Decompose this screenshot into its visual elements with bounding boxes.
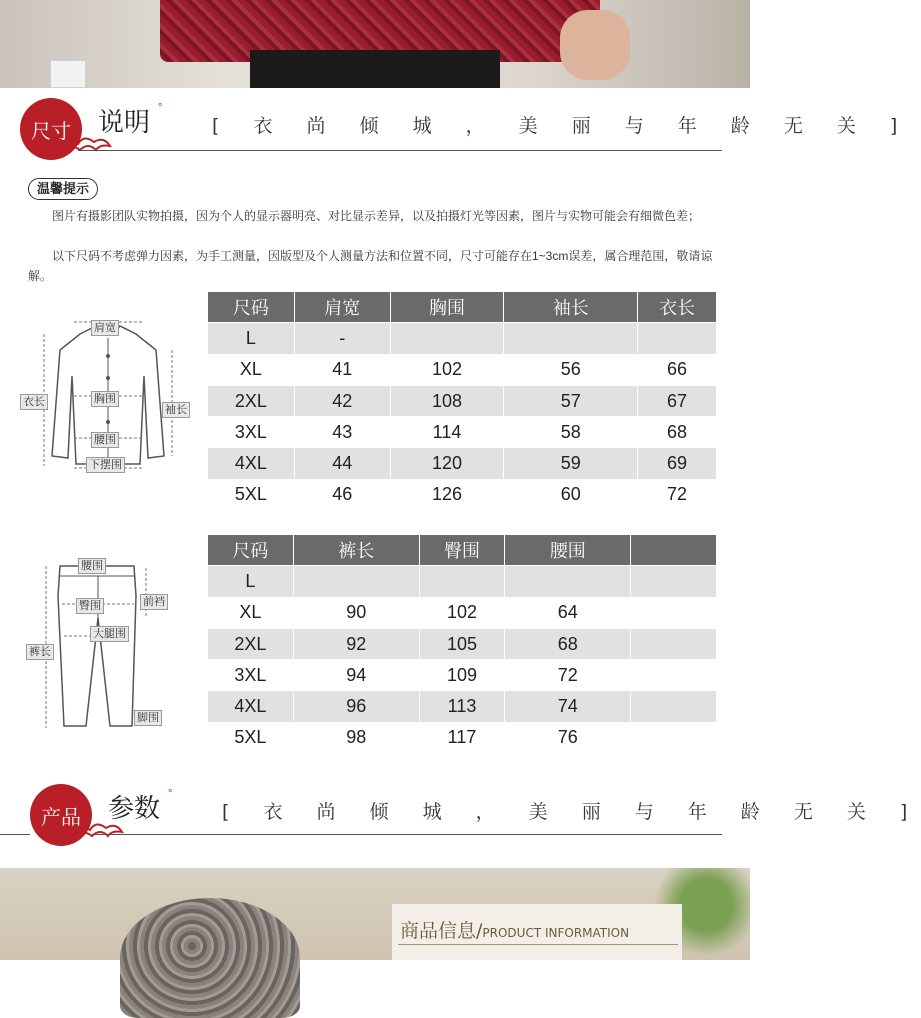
product-section-header bbox=[0, 776, 921, 856]
pants-label-rise: 前裆 bbox=[140, 594, 168, 610]
table-cell: 2XL bbox=[208, 628, 294, 659]
header-cell: 肩宽 bbox=[294, 292, 390, 323]
table-cell: 74 bbox=[505, 691, 631, 722]
table-cell: 69 bbox=[638, 448, 717, 479]
table-row bbox=[208, 628, 717, 659]
table-cell: 68 bbox=[638, 417, 717, 448]
table-cell: 108 bbox=[390, 385, 504, 416]
table-row bbox=[208, 323, 717, 354]
table-cell bbox=[631, 660, 717, 691]
table-row bbox=[208, 479, 717, 510]
header-cell: 胸围 bbox=[390, 292, 504, 323]
table-cell: 5XL bbox=[208, 479, 295, 510]
table-row bbox=[208, 385, 717, 416]
table-cell bbox=[390, 323, 504, 354]
table-cell: 68 bbox=[505, 628, 631, 659]
table-cell: 102 bbox=[419, 597, 505, 628]
table-cell: 90 bbox=[293, 597, 419, 628]
table-cell: 120 bbox=[390, 448, 504, 479]
jacket-size-table bbox=[207, 291, 717, 511]
table-row bbox=[208, 566, 717, 597]
header-rule bbox=[78, 150, 722, 151]
table-cell: 66 bbox=[638, 354, 717, 385]
product-info-title-text: 商品信息/ bbox=[400, 920, 483, 942]
pants-size-table bbox=[207, 534, 717, 754]
pants-label-hip: 臀围 bbox=[76, 598, 104, 614]
table-cell bbox=[631, 566, 717, 597]
table-cell: 56 bbox=[504, 354, 638, 385]
table-cell: 98 bbox=[293, 722, 419, 753]
table-cell: XL bbox=[208, 354, 295, 385]
table-cell: 4XL bbox=[208, 448, 295, 479]
table-cell: L bbox=[208, 566, 294, 597]
table-cell: 76 bbox=[505, 722, 631, 753]
table-cell: 117 bbox=[419, 722, 505, 753]
table-cell: 92 bbox=[293, 628, 419, 659]
header-cell: 袖长 bbox=[504, 292, 638, 323]
table-cell: 126 bbox=[390, 479, 504, 510]
table-cell: 42 bbox=[294, 385, 390, 416]
table-cell: 43 bbox=[294, 417, 390, 448]
jacket-diagram bbox=[18, 316, 198, 476]
table-row bbox=[208, 660, 717, 691]
table-row bbox=[208, 722, 717, 753]
model-hair-image bbox=[120, 898, 300, 1018]
table-cell: XL bbox=[208, 597, 294, 628]
degree-mark: ° bbox=[168, 788, 173, 800]
pants-diagram bbox=[24, 556, 174, 736]
table-cell bbox=[631, 722, 717, 753]
diagram-label-chest: 胸围 bbox=[91, 391, 119, 407]
table-cell: L bbox=[208, 323, 295, 354]
table-cell bbox=[631, 691, 717, 722]
table-cell bbox=[293, 566, 419, 597]
diagram-label-length: 衣长 bbox=[20, 394, 48, 410]
diagram-label-sleeve: 袖长 bbox=[162, 402, 190, 418]
top-product-photo bbox=[0, 0, 750, 88]
table-cell: 109 bbox=[419, 660, 505, 691]
pants-label-length: 裤长 bbox=[26, 644, 54, 660]
header-cell: 衣长 bbox=[638, 292, 717, 323]
table-cell: 94 bbox=[293, 660, 419, 691]
cup-image bbox=[50, 60, 86, 88]
table-cell: 5XL bbox=[208, 722, 294, 753]
table-cell: 3XL bbox=[208, 660, 294, 691]
table-cell: 72 bbox=[505, 660, 631, 691]
table-cell: - bbox=[294, 323, 390, 354]
table-cell bbox=[505, 566, 631, 597]
table-row bbox=[208, 354, 717, 385]
diagram-label-shoulder: 肩宽 bbox=[91, 320, 119, 336]
hand-image bbox=[560, 10, 630, 80]
table-row bbox=[208, 691, 717, 722]
header-cell: 尺码 bbox=[208, 292, 295, 323]
table-cell bbox=[419, 566, 505, 597]
table-row bbox=[208, 448, 717, 479]
size-title: 说明 bbox=[98, 108, 151, 138]
table-cell bbox=[504, 323, 638, 354]
size-badge: 尺寸 bbox=[20, 98, 82, 160]
pants-label-waist: 腰围 bbox=[78, 558, 106, 574]
pants-label-ankle: 脚围 bbox=[134, 710, 162, 726]
table-cell bbox=[638, 323, 717, 354]
table-cell bbox=[631, 597, 717, 628]
header-cell: 裤长 bbox=[293, 535, 419, 566]
pants-image bbox=[250, 50, 500, 88]
table-cell: 105 bbox=[419, 628, 505, 659]
table-cell: 58 bbox=[504, 417, 638, 448]
table-cell: 59 bbox=[504, 448, 638, 479]
table-row bbox=[208, 597, 717, 628]
table-cell: 46 bbox=[294, 479, 390, 510]
degree-mark: ° bbox=[158, 102, 163, 114]
table-cell: 4XL bbox=[208, 691, 294, 722]
table-row bbox=[208, 417, 717, 448]
diagram-label-waist: 腰围 bbox=[91, 432, 119, 448]
table-cell: 96 bbox=[293, 691, 419, 722]
table-cell bbox=[631, 628, 717, 659]
pants-label-thigh: 大腿围 bbox=[90, 626, 129, 642]
table-cell: 60 bbox=[504, 479, 638, 510]
diagram-label-hem: 下摆围 bbox=[86, 457, 125, 473]
header-cell: 尺码 bbox=[208, 535, 294, 566]
table-cell: 113 bbox=[419, 691, 505, 722]
table-cell: 41 bbox=[294, 354, 390, 385]
product-info-subtitle: PRODUCT INFORMATION bbox=[482, 926, 630, 940]
product-badge: 产品 bbox=[30, 784, 92, 846]
product-info-rule bbox=[398, 944, 678, 945]
table-cell: 57 bbox=[504, 385, 638, 416]
table-cell: 64 bbox=[505, 597, 631, 628]
reminder-paragraph-1: 图片有摄影团队实物拍摄，因为个人的显示器明亮、对比显示差异，以及拍摄灯光等因素，图片与实物可能会有细微色差； bbox=[52, 209, 701, 223]
table-cell: 114 bbox=[390, 417, 504, 448]
table-header-row bbox=[208, 535, 717, 566]
header-cell bbox=[631, 535, 717, 566]
table-header-row bbox=[208, 292, 717, 323]
table-cell: 44 bbox=[294, 448, 390, 479]
table-cell: 2XL bbox=[208, 385, 295, 416]
header-rule bbox=[92, 834, 722, 835]
reminder-tag: 温馨提示 bbox=[28, 178, 98, 200]
reminder-paragraph-2: 以下尺码不考虑弹力因素，为手工测量，因版型及个人测量方法和位置不同，尺寸可能存在1~3cm误差，属合理范围，敬请谅解。 bbox=[28, 249, 713, 283]
product-info-title bbox=[400, 916, 629, 943]
header-cell: 臀围 bbox=[419, 535, 505, 566]
table-cell: 102 bbox=[390, 354, 504, 385]
product-title: 参数 bbox=[108, 794, 161, 824]
table-cell: 67 bbox=[638, 385, 717, 416]
header-cell: 腰围 bbox=[505, 535, 631, 566]
header-rule-left bbox=[0, 834, 30, 835]
size-slogan: [ 衣 尚 倾 城 ， 美 丽 与 年 龄 无 关 ] bbox=[212, 115, 912, 137]
product-slogan: [ 衣 尚 倾 城 ， 美 丽 与 年 龄 无 关 ] bbox=[222, 801, 921, 823]
table-cell: 72 bbox=[638, 479, 717, 510]
table-cell: 3XL bbox=[208, 417, 295, 448]
size-section-header bbox=[0, 92, 912, 172]
